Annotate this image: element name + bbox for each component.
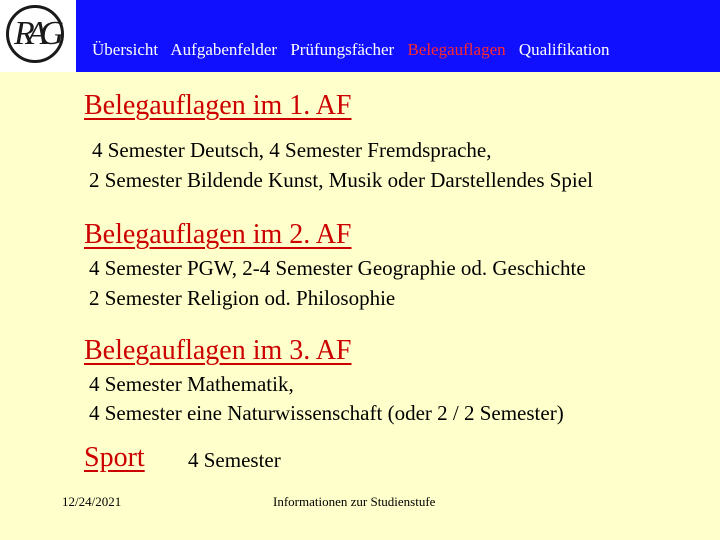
logo-letters: RAG <box>13 15 57 52</box>
nav-item-pruefungsfaecher[interactable]: Prüfungsfächer <box>290 40 395 59</box>
section-line: 4 Semester Mathematik, <box>89 372 294 396</box>
section-heading-sport: Sport <box>84 442 145 473</box>
nav-item-uebersicht[interactable]: Übersicht <box>92 40 159 59</box>
footer-date: 12/24/2021 <box>62 494 122 509</box>
section-heading-af2: Belegauflagen im 2. AF <box>84 219 352 250</box>
navigation-menu <box>92 40 619 60</box>
nav-item-aufgabenfelder[interactable]: Aufgabenfelder <box>170 40 278 59</box>
section-line: 4 Semester Deutsch, 4 Semester Fremdsprache, <box>92 138 492 162</box>
section-heading-af1: Belegauflagen im 1. AF <box>84 90 352 121</box>
sport-text: 4 Semester <box>188 448 281 472</box>
section-line: 4 Semester eine Naturwissenschaft (oder 2 / 2 Semester) <box>89 401 564 425</box>
navigation-bar <box>76 0 720 72</box>
section-line: 4 Semester PGW, 2-4 Semester Geographie od. Geschichte <box>89 256 586 280</box>
section-line: 2 Semester Bildende Kunst, Musik oder Darstellendes Spiel <box>89 168 593 192</box>
logo <box>0 0 76 72</box>
section-heading-af3: Belegauflagen im 3. AF <box>84 335 352 366</box>
section-line: 2 Semester Religion od. Philosophie <box>89 286 396 310</box>
nav-item-qualifikation[interactable]: Qualifikation <box>518 40 610 59</box>
nav-item-belegauflagen[interactable]: Belegauflagen <box>407 40 506 59</box>
footer-title: Informationen zur Studienstufe <box>273 494 436 509</box>
